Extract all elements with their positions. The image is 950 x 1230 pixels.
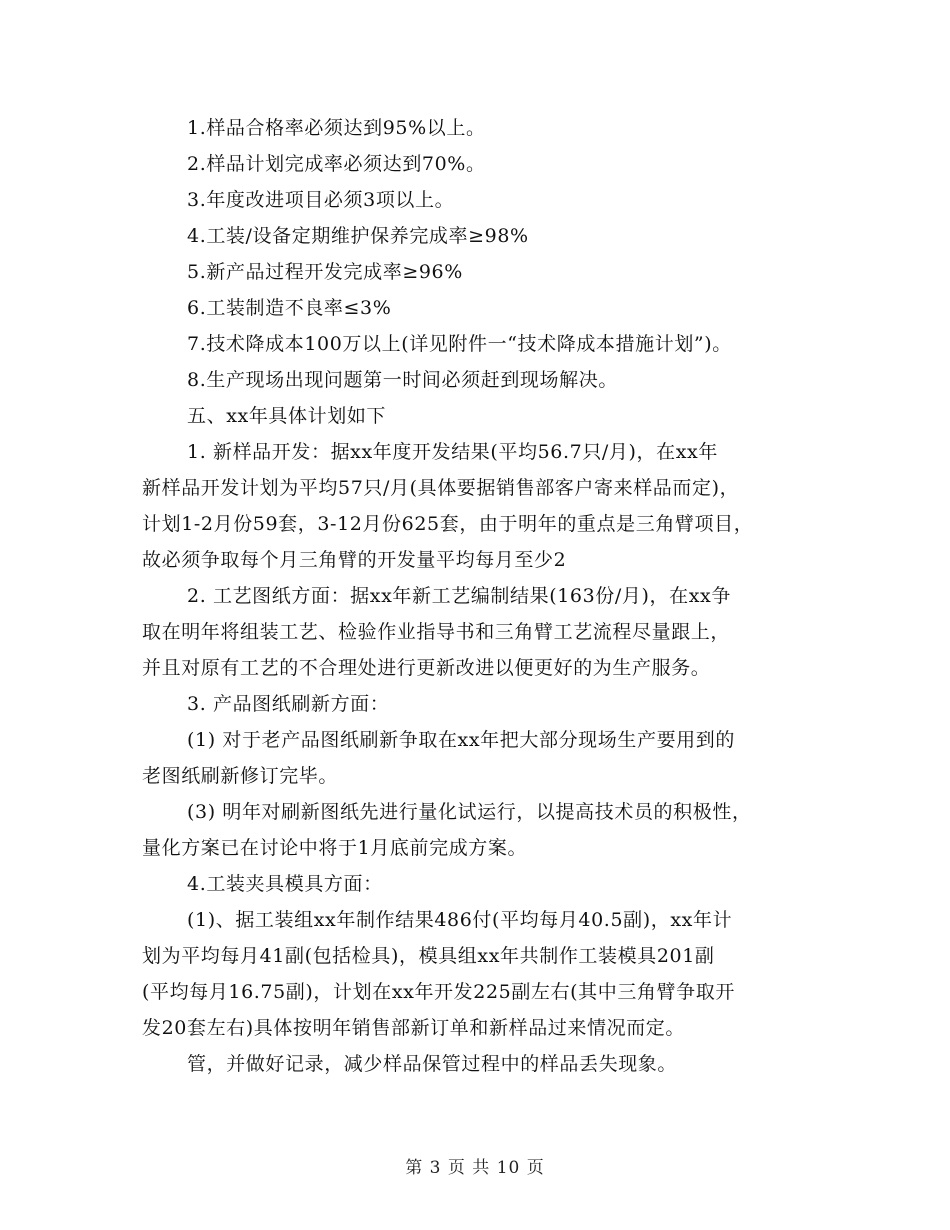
text-line: 量化方案已在讨论中将于1月底前完成方案。 [142,837,528,859]
text-line: 五、xx年具体计划如下 [187,405,387,427]
text-line: 计划1-2月份59套，3-12月份625套，由于明年的重点是三角臂项目， [142,513,754,535]
text-line: 8.生产现场出现问题第一时间必须赶到现场解决。 [187,369,618,391]
text-line: 并且对原有工艺的不合理处进行更新改进以便更好的为生产服务。 [142,657,711,679]
text-line: 故必须争取每个月三角臂的开发量平均每月至少2 [142,549,567,571]
text-line: 4.工装/设备定期维护保养完成率≥98% [187,225,529,247]
text-line: 1. 新样品开发：据xx年度开发结果(平均56.7只/月)，在xx年 [187,441,718,463]
text-line: (1)、据工装组xx年制作结果486付(平均每月40.5副)，xx年计 [187,909,733,931]
text-line: 2.样品计划完成率必须达到70%。 [187,153,486,175]
text-line: 发20套左右)具体按明年销售部新订单和新样品过来情况而定。 [142,1017,685,1039]
text-line: 3. 产品图纸刷新方面： [187,693,390,715]
page-footer: 第 3 页 共 10 页 [405,1158,545,1178]
text-line: 划为平均每月41副(包括检具)，模具组xx年共制作工装模具201副 [142,945,715,967]
text-line: 1.样品合格率必须达到95%以上。 [187,117,486,139]
text-line: (平均每月16.75副)，计划在xx年开发225副左右(其中三角臂争取开 [142,981,735,1003]
text-line: 取在明年将组装工艺、检验作业指导书和三角臂工艺流程尽量跟上， [142,621,731,643]
document-body [142,110,822,1082]
text-line: (1) 对于老产品图纸刷新争取在xx年把大部分现场生产要用到的 [187,729,735,751]
text-line: 4.工装夹具模具方面： [187,873,383,895]
text-line: 2. 工艺图纸方面：据xx年新工艺编制结果(163份/月)，在xx争 [187,585,731,607]
text-line: 7.技术降成本100万以上(详见附件一“技术降成本措施计划”)。 [187,333,732,355]
text-line: 管，并做好记录，减少样品保管过程中的样品丢失现象。 [187,1053,678,1075]
text-line: 老图纸刷新修订完毕。 [142,765,339,787]
text-line: (3) 明年对刷新图纸先进行量化试运行，以提高技术员的积极性， [187,801,752,823]
text-line: 3.年度改进项目必须3项以上。 [187,189,455,211]
text-line: 6.工装制造不良率≤3% [187,297,392,319]
text-line: 5.新产品过程开发完成率≥96% [187,261,463,283]
text-line: 新样品开发计划为平均57只/月(具体要据销售部客户寄来样品而定)， [142,477,740,499]
